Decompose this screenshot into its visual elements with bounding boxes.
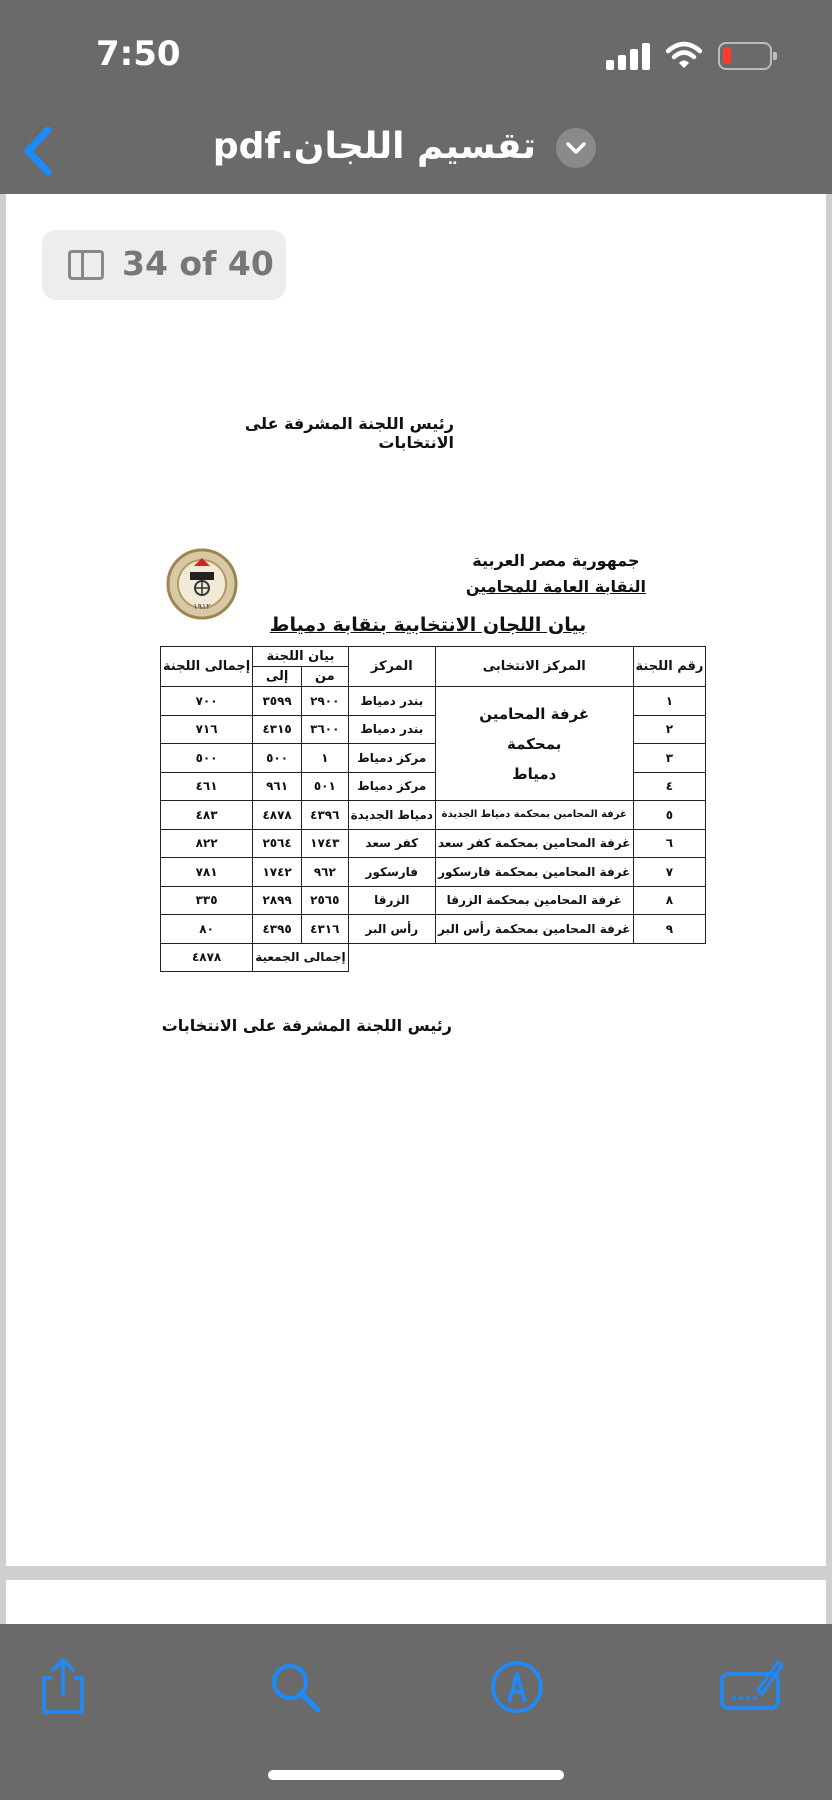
col-number: رقم اللجنة (633, 647, 706, 687)
share-icon[interactable] (30, 1654, 96, 1720)
back-chevron-icon[interactable] (14, 116, 64, 186)
home-indicator[interactable] (268, 1770, 564, 1780)
logo-year: ١٩١٢ (193, 602, 211, 611)
page1-footer-text: رئيس اللجنة المشرفة على الانتخابات (244, 414, 454, 452)
cell-district: كفر سعد (348, 829, 435, 858)
wifi-icon (666, 40, 702, 70)
cell-number: ٩ (633, 915, 706, 944)
cell-center: غرفة المحامين بمحكمة دمياط الجديدة (435, 801, 633, 830)
total-value: ٤٨٧٨ (161, 943, 253, 972)
col-total: إجمالى اللجنة (161, 647, 253, 687)
table-row (161, 858, 706, 887)
cell-district: بندر دمياط (348, 687, 435, 716)
nav-bar (0, 106, 832, 194)
cell-total: ٤٦١ (161, 772, 253, 801)
cell-number: ١ (633, 687, 706, 716)
page-count: 34 of 40 (122, 244, 274, 283)
cell-district: فارسكور (348, 858, 435, 887)
cell-total: ٣٣٥ (161, 886, 253, 915)
cell-from: ٩٦٢ (302, 858, 349, 887)
cell-to: ٥٠٠ (253, 744, 302, 773)
cell-from: ٣٦٠٠ (302, 715, 349, 744)
cell-to: ٣٥٩٩ (253, 687, 302, 716)
page2-footer-text: رئيس اللجنة المشرفة على الانتخابات (161, 1016, 452, 1035)
document-header (466, 548, 646, 600)
document-view[interactable] (0, 194, 832, 1624)
title-menu-button[interactable] (556, 128, 596, 168)
committees-table (160, 646, 706, 972)
col-from: من (302, 667, 349, 687)
search-icon[interactable] (262, 1654, 328, 1720)
cell-to: ٢٥٦٤ (253, 829, 302, 858)
status-bar (0, 0, 832, 106)
cell-to: ٤٨٧٨ (253, 801, 302, 830)
cell-total: ٨٢٢ (161, 829, 253, 858)
cell-number: ٨ (633, 886, 706, 915)
cell-district: مركز دمياط (348, 772, 435, 801)
merged-center-line: غرفة المحامين (479, 704, 590, 723)
cell-total: ٧٠٠ (161, 687, 253, 716)
signature-icon[interactable] (718, 1654, 784, 1720)
cell-from: ٢٩٠٠ (302, 687, 349, 716)
table-row (161, 886, 706, 915)
cell-from: ٢٥٦٥ (302, 886, 349, 915)
sidebar-icon (68, 250, 104, 280)
cell-center: غرفة المحامين بمحكمة كفر سعد (435, 829, 633, 858)
cell-from: ١ (302, 744, 349, 773)
chevron-down-icon (556, 128, 596, 168)
merged-center-line: بمحكمة (507, 734, 562, 753)
signal-icon (606, 42, 652, 70)
total-row (161, 943, 706, 972)
col-to: إلى (253, 667, 302, 687)
cell-from: ٤٣١٦ (302, 915, 349, 944)
cell-from: ٥٠١ (302, 772, 349, 801)
merged-center-cell (435, 687, 633, 801)
table-row (161, 829, 706, 858)
cell-to: ٤٣٩٥ (253, 915, 302, 944)
col-center: المركز الانتخابى (435, 647, 633, 687)
syndicate-logo (166, 548, 238, 620)
cell-to: ١٧٤٢ (253, 858, 302, 887)
cell-number: ٧ (633, 858, 706, 887)
cell-total: ٨٠ (161, 915, 253, 944)
cell-district: دمياط الجديدة (348, 801, 435, 830)
cell-total: ٤٨٣ (161, 801, 253, 830)
document-title[interactable]: تقسيم اللجان.pdf (212, 126, 536, 167)
pdf-page (6, 508, 826, 1566)
cell-from: ١٧٤٣ (302, 829, 349, 858)
cell-center: غرفة المحامين بمحكمة الزرقا (435, 886, 633, 915)
cell-district: بندر دمياط (348, 715, 435, 744)
table-row (161, 915, 706, 944)
cell-center: غرفة المحامين بمحكمة فارسكور (435, 858, 633, 887)
cell-center: غرفة المحامين بمحكمة رأس البر (435, 915, 633, 944)
cell-district: مركز دمياط (348, 744, 435, 773)
cell-district: الزرقا (348, 886, 435, 915)
cell-number: ٢ (633, 715, 706, 744)
cell-number: ٦ (633, 829, 706, 858)
table-row (161, 801, 706, 830)
header-syndicate: النقابة العامة للمحامين (465, 577, 646, 596)
cell-to: ٩٦١ (253, 772, 302, 801)
cell-from: ٤٣٩٦ (302, 801, 349, 830)
cell-district: رأس البر (348, 915, 435, 944)
cell-total: ٥٠٠ (161, 744, 253, 773)
status-time: 7:50 (96, 34, 181, 74)
cell-to: ٢٨٩٩ (253, 886, 302, 915)
cell-number: ٤ (633, 772, 706, 801)
cell-number: ٥ (633, 801, 706, 830)
pdf-page (6, 1580, 826, 1624)
table-row (161, 687, 706, 716)
cell-total: ٧٨١ (161, 858, 253, 887)
col-range: بيان اللجنة (253, 647, 348, 667)
header-country: جمهورية مصر العربية (472, 551, 640, 570)
cell-to: ٤٣١٥ (253, 715, 302, 744)
empty-cell (348, 943, 706, 972)
page-indicator (42, 230, 286, 300)
cell-number: ٣ (633, 744, 706, 773)
battery-icon (718, 42, 772, 70)
table-title: بيان اللجان الانتخابية بنقابة دمياط (269, 614, 587, 636)
merged-center-line: دمياط (512, 764, 557, 783)
cell-total: ٧١٦ (161, 715, 253, 744)
total-label: إجمالى الجمعية (253, 943, 348, 972)
col-district: المركز (348, 647, 435, 687)
markup-icon[interactable] (484, 1654, 550, 1720)
